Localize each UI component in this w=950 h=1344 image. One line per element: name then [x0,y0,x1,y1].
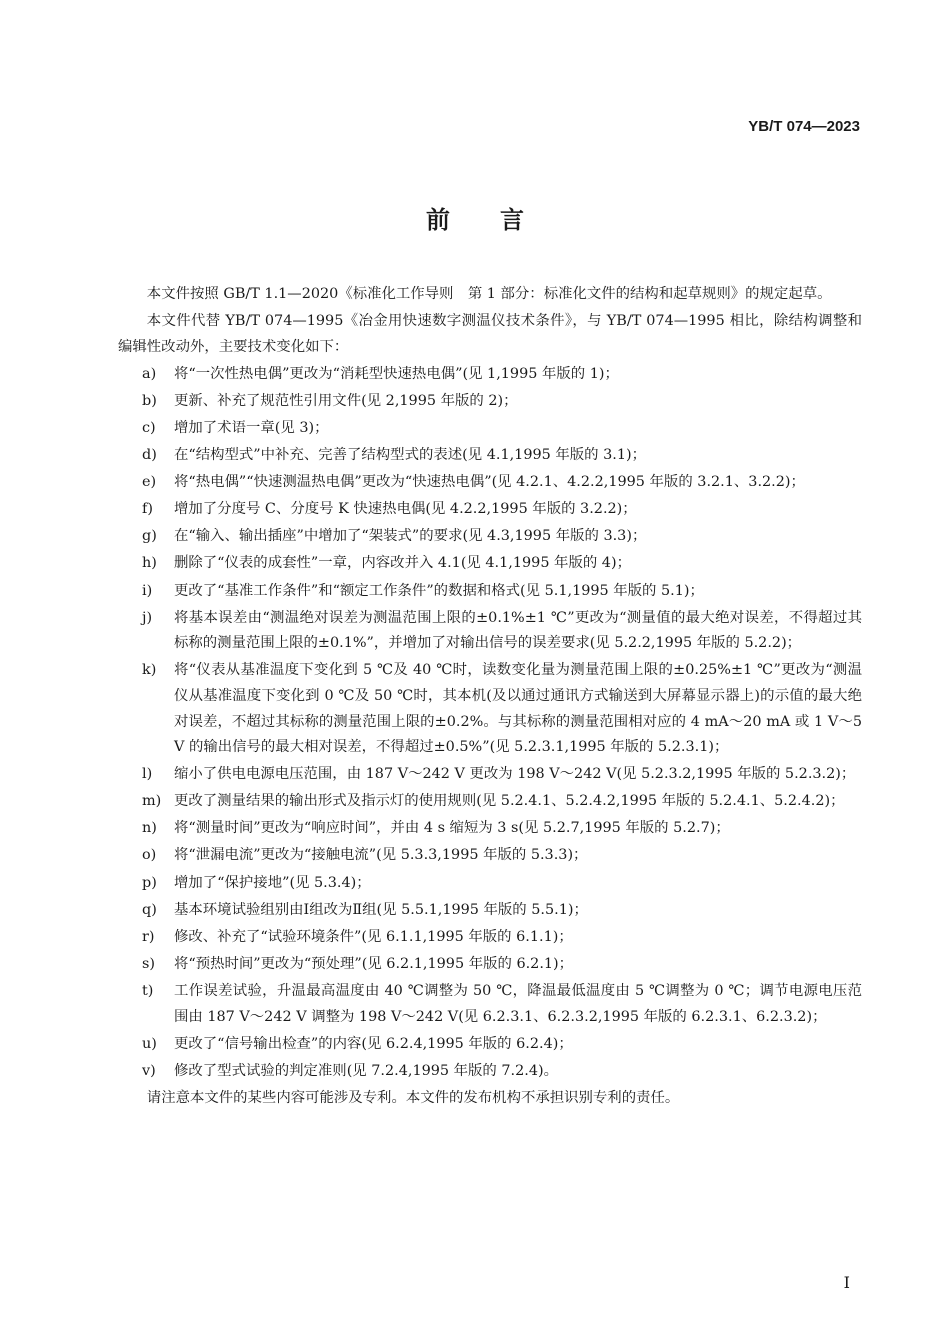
list-item [118,362,862,388]
list-item-text: 更改了“基准工作条件”和“额定工作条件”的数据和格式(见 5.1,1995 年版的 5.1)； [174,582,704,599]
list-item-text: 在“结构型式”中补充、完善了结构型式的表述(见 4.1,1995 年版的 3.1)； [174,447,647,464]
list-item-marker: j) [142,609,153,626]
list-item-marker: c) [142,419,156,436]
list-item [118,551,862,577]
list-item-text: 基本环境试验组别由Ⅰ组改为Ⅱ组(见 5.5.1,1995 年版的 5.5.1)； [174,901,588,918]
list-item-text: 将“泄漏电流”更改为“接触电流”(见 5.3.3,1995 年版的 5.3.3)； [174,847,588,864]
list-item [118,1032,862,1058]
list-item-marker: v) [142,1062,156,1079]
list-item-marker: i) [142,582,153,599]
list-item-text: 将“仪表从基准温度下变化到 5 ℃及 40 ℃时，读数变化量为测量范围上限的±0.25%±1 ℃”更改为“测温仪从基准温度下变化到 0 ℃及 50 ℃时，其本机(及以通过通讯方式输送到大屏幕显示器上)的示值的最大绝对误差，不超过其标称的测量范围上限的±0.2%。与其标称的测量范围相对应的 4 mA～20 mA 或 1 V～5 V 的输出信号的最大相对误差，不得超过±0.5%”(见 5.2.3.1,1995 年版的 5.2.3.1)； [174,662,862,756]
list-item-text: 增加了术语一章(见 3)； [174,419,329,436]
list-item-text: 修改了型式试验的判定准则(见 7.2.4,1995 年版的 7.2.4)。 [174,1062,559,1079]
list-item-text: 将“热电偶”“快速测温热电偶”更改为“快速热电偶”(见 4.2.1、4.2.2,1995 年版的 3.2.1、3.2.2)； [174,474,805,491]
list-item-text: 在“输入、输出插座”中增加了“架装式”的要求(见 4.3,1995 年版的 3.3)； [174,528,647,545]
list-item [118,898,862,924]
list-item-text: 将“一次性热电偶”更改为“消耗型快速热电偶”(见 1,1995 年版的 1)； [174,365,619,382]
list-item-marker: d) [142,447,157,464]
list-item [118,497,862,523]
list-item-text: 更新、补充了规范性引用文件(见 2,1995 年版的 2)； [174,392,518,409]
list-item [118,606,862,657]
list-item-marker: n) [142,820,157,837]
foreword-body [118,282,862,1111]
patent-note: 请注意本文件的某些内容可能涉及专利。本文件的发布机构不承担识别专利的责任。 [146,1089,680,1106]
changes-list [118,362,862,1085]
list-item-marker: u) [142,1035,157,1052]
list-item [118,470,862,496]
list-item-text: 缩小了供电电源电压范围，由 187 V～242 V 更改为 198 V～242 V(见 5.2.3.2,1995 年版的 5.2.3.2)； [174,766,856,783]
list-item [118,579,862,605]
list-item [118,443,862,469]
list-item-marker: t) [142,982,154,999]
intro-paragraph-2: 本文件代替 YB/T 074—1995《冶金用快速数字测温仪技术条件》，与 YB/T 074—1995 相比，除结构调整和编辑性改动外，主要技术变化如下： [118,313,862,355]
list-item [118,979,862,1030]
list-item-text: 将“预热时间”更改为“预处理”(见 6.2.1,1995 年版的 6.2.1)； [174,955,574,972]
list-item-text: 增加了分度号 C、分度号 K 快速热电偶(见 4.2.2,1995 年版的 3.2.2)； [174,501,637,518]
list-item-marker: p) [142,874,157,891]
list-item [118,658,862,760]
list-item [118,762,862,788]
list-item-text: 更改了“信号输出检查”的内容(见 6.2.4,1995 年版的 6.2.4)； [174,1035,573,1052]
list-item-marker: f) [142,501,153,518]
list-item-marker: r) [142,928,155,945]
list-item-marker: o) [142,847,157,864]
list-item [118,416,862,442]
list-item-marker: s) [142,955,155,972]
list-item-text: 修改、补充了“试验环境条件”(见 6.1.1,1995 年版的 6.1.1)； [174,928,573,945]
list-item [118,843,862,869]
list-item-marker: a) [142,365,157,382]
list-item [118,789,862,815]
list-item [118,952,862,978]
standard-code: YB/T 074—2023 [748,118,860,135]
list-item-text: 将“测量时间”更改为“响应时间”，并由 4 s 缩短为 3 s(见 5.2.7,1995 年版的 5.2.7)； [174,820,730,837]
list-item-text: 将基本误差由“测温绝对误差为测温范围上限的±0.1%±1 ℃”更改为“测量值的最大绝对误差，不得超过其标称的测量范围上限的±0.1%”，并增加了对输出信号的误差要求(见 5.2.2,1995 年版的 5.2.2)； [174,609,862,652]
intro-paragraph-1: 本文件按照 GB/T 1.1—2020《标准化工作导则 第 1 部分：标准化文件的结构和起草规则》的规定起草。 [146,286,832,302]
list-item-text: 工作误差试验，升温最高温度由 40 ℃调整为 50 ℃，降温最低温度由 5 ℃调整为 0 ℃；调节电源电压范围由 187 V～242 V 调整为 198 V～242 V(见 6.2.3.1、6.2.3.2,1995 年版的 6.2.3.1、6.2.3.2)； [174,982,862,1025]
list-item [118,389,862,415]
list-item-marker: l) [142,766,153,783]
list-item-marker: e) [142,474,157,491]
list-item [118,816,862,842]
list-item-marker: k) [142,662,157,679]
list-item-marker: m) [142,793,162,810]
list-item [118,871,862,897]
list-item [118,524,862,550]
list-item [118,1059,862,1085]
list-item-marker: h) [142,555,157,572]
list-item-text: 更改了测量结果的输出形式及指示灯的使用规则(见 5.2.4.1、5.2.4.2,1995 年版的 5.2.4.1、5.2.4.2)； [174,793,845,810]
list-item-marker: g) [142,528,157,545]
page-number: I [843,1273,850,1292]
page-title: 前言 [426,206,574,234]
list-item [118,925,862,951]
list-item-marker: q) [142,901,157,918]
list-item-marker: b) [142,392,157,409]
list-item-text: 删除了“仪表的成套性”一章，内容改并入 4.1(见 4.1,1995 年版的 4)； [174,555,631,572]
list-item-text: 增加了“保护接地”(见 5.3.4)； [174,874,371,891]
